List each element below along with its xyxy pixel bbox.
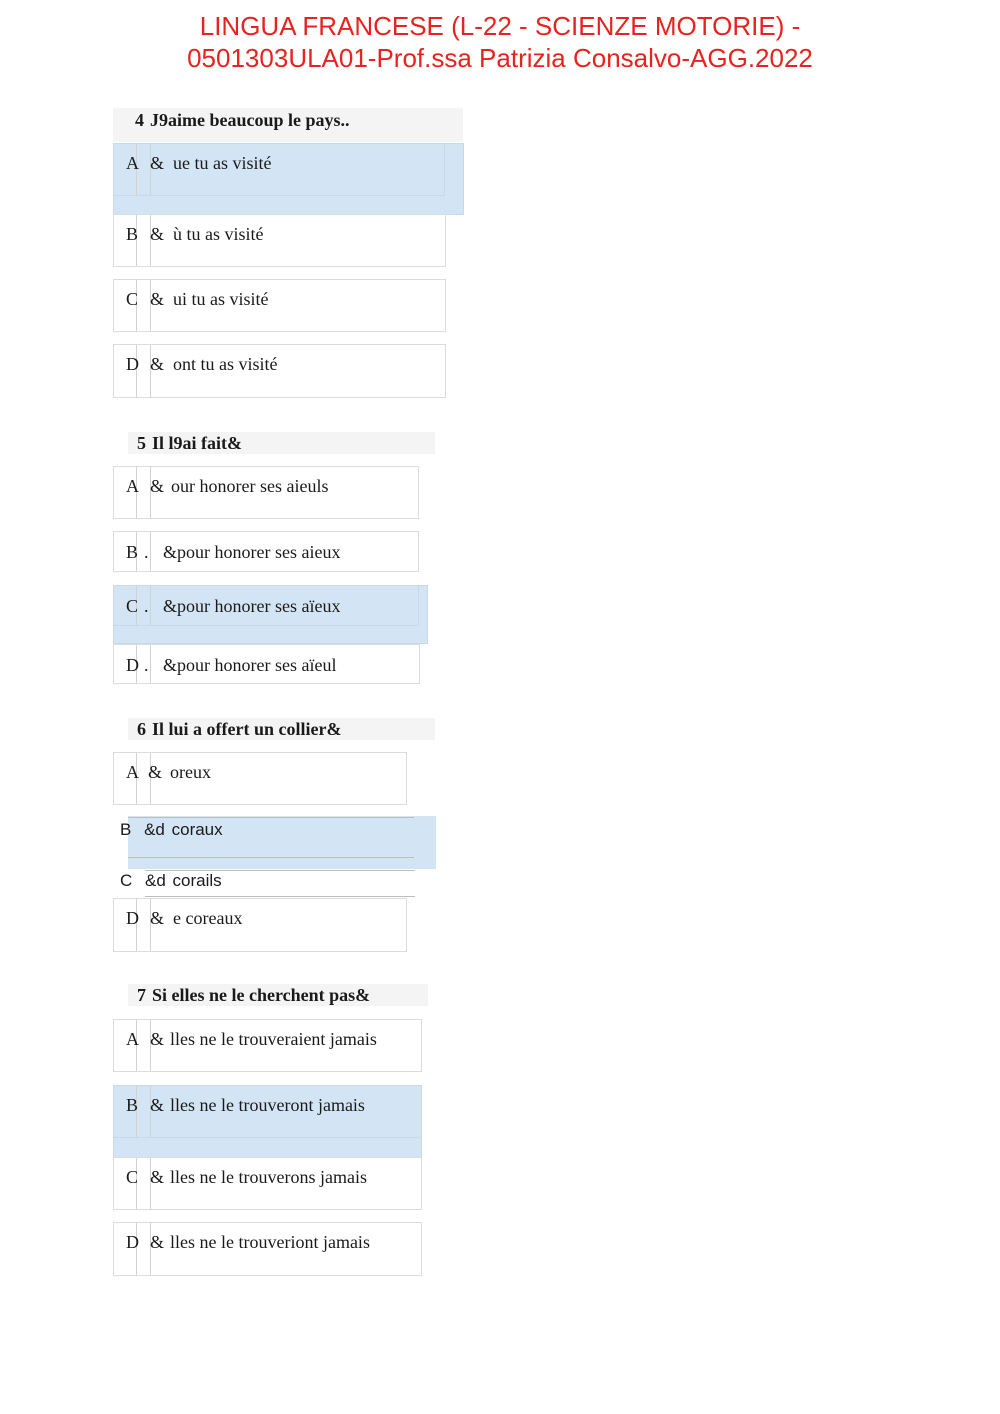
option-letter: C	[126, 289, 139, 309]
option-text: our honorer ses aieuls	[171, 476, 329, 496]
question-7-header	[128, 984, 428, 1006]
option-text: ui tu as visité	[173, 289, 269, 309]
option-6c[interactable]	[120, 871, 222, 891]
option-marker: &	[150, 354, 165, 374]
option-text: oreux	[170, 762, 211, 782]
option-text: lles ne le trouverons jamais	[170, 1167, 367, 1187]
option-marker: &	[148, 762, 163, 782]
option-5a[interactable]	[113, 466, 419, 519]
option-text: ue tu as visité	[173, 153, 272, 173]
option-text: e coreaux	[173, 908, 243, 928]
question-number: 7	[137, 985, 146, 1005]
option-marker: &	[150, 1095, 165, 1115]
option-letter: C	[126, 1167, 139, 1187]
option-6a[interactable]	[113, 752, 407, 805]
option-4b[interactable]	[113, 214, 446, 267]
question-text: Il lui a offert un collier&	[152, 719, 342, 739]
option-7a[interactable]	[113, 1019, 422, 1072]
question-number: 5	[137, 433, 146, 453]
question-number: 6	[137, 719, 146, 739]
option-6d[interactable]	[113, 898, 407, 952]
option-letter: A	[126, 153, 139, 173]
option-text: &pour honorer ses aïeul	[163, 655, 337, 675]
option-6b[interactable]	[120, 820, 223, 840]
option-4a[interactable]	[113, 143, 464, 215]
option-letter: D	[126, 354, 139, 374]
question-number: 4	[135, 110, 144, 130]
question-text: Si elles ne le cherchent pas&	[152, 985, 371, 1005]
option-marker: &	[150, 224, 165, 244]
option-letter: B	[120, 820, 132, 839]
option-letter: C	[120, 871, 133, 890]
title-line-1: LINGUA FRANCESE (L-22 - SCIENZE MOTORIE) -	[199, 11, 801, 41]
option-letter: A	[126, 1029, 139, 1049]
option-7b[interactable]	[113, 1085, 422, 1158]
option-text: &pour honorer ses aïeux	[163, 596, 341, 616]
option-text: lles ne le trouveraient jamais	[170, 1029, 377, 1049]
option-letter: D	[126, 655, 139, 675]
question-text: Il l9ai fait&	[152, 433, 242, 453]
option-marker: &	[150, 153, 165, 173]
option-text: coraux	[171, 820, 223, 839]
option-5b[interactable]	[113, 531, 419, 572]
question-4-header	[113, 108, 463, 142]
option-letter: B	[126, 224, 139, 244]
title-line-2: 0501303ULA01-Prof.ssa Patrizia Consalvo-AGG.2022	[187, 43, 813, 73]
option-marker: .	[144, 655, 149, 675]
option-marker: &	[150, 908, 165, 928]
option-marker: .	[144, 542, 149, 562]
option-letter: A	[126, 476, 139, 496]
option-marker: &	[150, 1232, 165, 1252]
option-marker: &	[150, 289, 165, 309]
option-7d[interactable]	[113, 1222, 422, 1276]
option-marker: &d	[144, 820, 165, 839]
option-text: ont tu as visité	[173, 354, 278, 374]
question-6-header	[128, 718, 435, 740]
option-marker: &d	[145, 871, 166, 890]
option-text: corails	[172, 871, 222, 890]
option-4c[interactable]	[113, 279, 446, 332]
option-marker: &	[150, 1029, 165, 1049]
option-letter: C	[126, 596, 139, 616]
option-letter: B	[126, 1095, 139, 1115]
option-5c[interactable]	[113, 585, 428, 644]
question-5-header	[128, 432, 435, 454]
option-text: lles ne le trouveront jamais	[170, 1095, 365, 1115]
document-title	[0, 10, 1000, 74]
option-marker: &	[150, 1167, 165, 1187]
option-letter: D	[126, 908, 139, 928]
option-letter: D	[126, 1232, 139, 1252]
option-marker: .	[144, 596, 149, 616]
option-text: ù tu as visité	[173, 224, 264, 244]
option-letter: A	[126, 762, 139, 782]
option-5d[interactable]	[113, 644, 420, 684]
option-text: lles ne le trouveriont jamais	[170, 1232, 370, 1252]
option-7c[interactable]	[113, 1157, 422, 1210]
option-text: &pour honorer ses aieux	[163, 542, 341, 562]
question-text: J9aime beaucoup le pays..	[150, 110, 350, 130]
option-4d[interactable]	[113, 344, 446, 398]
option-letter: B	[126, 542, 139, 562]
option-marker: &	[150, 476, 165, 496]
